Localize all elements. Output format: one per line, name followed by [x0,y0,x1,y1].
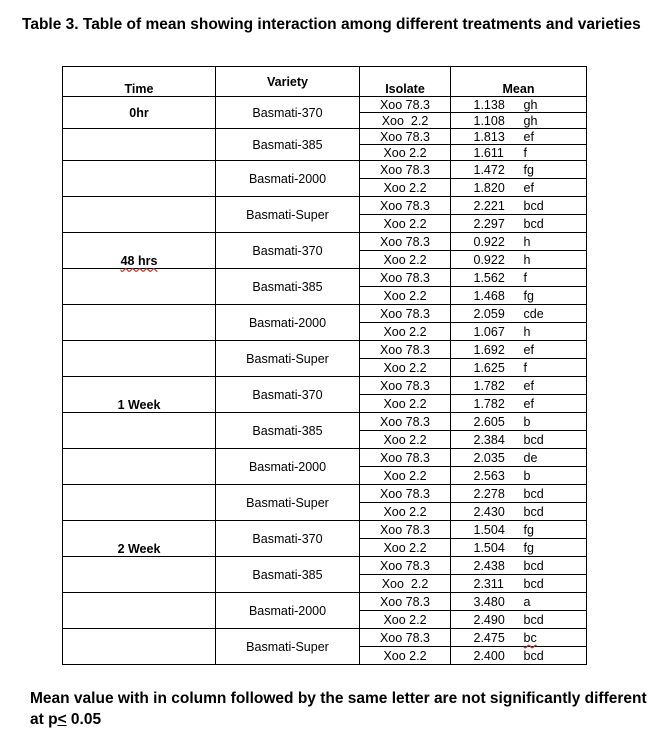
mean-value: 1.562 [473,270,505,285]
table-row [63,129,587,145]
mean-cell [451,449,587,467]
mean-value: 3.480 [473,594,505,609]
mean-cell [451,269,587,287]
mean-letter: bcd [523,576,544,591]
table-caption: Table 3. Table of mean showing interaction among different treatments and varieties [22,16,641,33]
time-cell [63,129,216,161]
isolate-cell: Xoo 78.3 [360,413,451,431]
time-cell [63,233,216,269]
mean-letter: ef [523,378,534,393]
time-cell [63,305,216,341]
mean-cell [451,575,587,593]
isolate-cell: Xoo 78.3 [360,197,451,215]
mean-cell [451,503,587,521]
time-label: 0hr [129,105,149,120]
variety-cell: Basmati-2000 [216,593,360,629]
variety-cell: Basmati-370 [216,521,360,557]
mean-letter: bc [523,630,537,645]
isolate-cell: Xoo 2.2 [360,215,451,233]
isolate-cell: Xoo 2.2 [360,287,451,305]
mean-value: 1.813 [473,129,505,144]
mean-letter: f [523,270,527,285]
mean-value: 1.504 [473,540,505,555]
mean-cell [451,629,587,647]
time-cell [63,521,216,557]
mean-letter: f [523,360,527,375]
mean-value: 2.221 [473,198,505,213]
mean-letter: ef [523,180,534,195]
mean-letter: fg [523,522,534,537]
mean-value: 1.472 [473,162,505,177]
variety-cell: Basmati-Super [216,629,360,665]
mean-value: 2.384 [473,432,505,447]
mean-value: 1.820 [473,180,505,195]
mean-cell [451,305,587,323]
isolate-cell: Xoo 78.3 [360,485,451,503]
mean-letter: ef [523,129,534,144]
variety-cell: Basmati-370 [216,377,360,413]
time-cell [63,161,216,197]
mean-cell [451,395,587,413]
mean-value: 0.922 [473,234,505,249]
mean-cell [451,467,587,485]
mean-cell [451,539,587,557]
mean-letter: f [523,145,527,160]
isolate-cell: Xoo 78.3 [360,233,451,251]
mean-cell [451,359,587,377]
time-cell [63,593,216,629]
time-cell [63,269,216,305]
mean-value: 2.605 [473,414,505,429]
mean-value: 2.475 [473,630,505,645]
isolate-cell: Xoo 78.3 [360,377,451,395]
table-footnote: Mean value with in column followed by the same letter are not significantly different at p< 0.05 [30,690,647,728]
mean-cell [451,145,587,161]
isolate-cell: Xoo 78.3 [360,161,451,179]
isolate-cell: Xoo 78.3 [360,557,451,575]
isolate-cell: Xoo 2.2 [360,539,451,557]
mean-letter: ef [523,342,534,357]
table-row [63,557,587,575]
isolate-cell: Xoo 78.3 [360,129,451,145]
mean-value: 1.782 [473,396,505,411]
table-row [63,413,587,431]
header-time: Time [63,67,216,97]
isolate-cell: Xoo 78.3 [360,97,451,113]
time-label: 1 Week [117,398,161,412]
mean-cell [451,287,587,305]
time-cell [63,341,216,377]
mean-value: 1.611 [473,145,504,160]
table-row [63,593,587,611]
mean-value: 0.922 [473,252,505,267]
table-row [63,485,587,503]
header-mean: Mean [451,67,587,97]
mean-value: 2.490 [473,612,505,627]
isolate-cell: Xoo 78.3 [360,269,451,287]
mean-value: 2.430 [473,504,505,519]
table-row [63,97,587,113]
isolate-cell: Xoo 2.2 [360,647,451,665]
isolate-cell: Xoo 2.2 [360,575,451,593]
isolate-cell: Xoo 2.2 [360,503,451,521]
mean-letter: bcd [523,612,544,627]
mean-letter: bcd [523,486,544,501]
isolate-cell: Xoo 78.3 [360,449,451,467]
mean-letter: b [523,414,531,429]
variety-cell: Basmati-385 [216,413,360,449]
mean-letter: gh [523,97,538,112]
time-cell [63,197,216,233]
table-row [63,233,587,251]
mean-letter: bcd [523,504,544,519]
isolate-cell: Xoo 2.2 [360,611,451,629]
mean-letter: bcd [523,432,544,447]
mean-letter: bcd [523,558,544,573]
mean-value: 2.059 [473,306,505,321]
mean-value: 2.311 [473,576,504,591]
mean-cell [451,233,587,251]
mean-letter: h [523,252,531,267]
mean-letter: cde [523,306,544,321]
mean-letter: fg [523,162,534,177]
isolate-cell: Xoo 78.3 [360,629,451,647]
header-row [63,67,587,97]
mean-value: 2.278 [473,486,505,501]
variety-cell: Basmati-2000 [216,449,360,485]
time-cell [63,557,216,593]
mean-value: 1.138 [473,97,505,112]
mean-cell [451,323,587,341]
mean-value: 2.563 [473,468,505,483]
mean-cell [451,485,587,503]
mean-cell [451,377,587,395]
time-cell [63,377,216,413]
mean-value: 1.782 [473,378,505,393]
table-row [63,269,587,287]
variety-cell: Basmati-Super [216,197,360,233]
isolate-cell: Xoo 2.2 [360,395,451,413]
mean-letter: h [523,234,531,249]
mean-letter: gh [523,113,538,128]
mean-cell [451,341,587,359]
variety-cell: Basmati-385 [216,269,360,305]
mean-cell [451,113,587,129]
mean-value: 2.297 [473,216,505,231]
mean-letter: bcd [523,648,544,663]
variety-cell: Basmati-2000 [216,161,360,197]
header-variety: Variety [216,67,360,97]
table-row [63,629,587,647]
table-row [63,377,587,395]
mean-value: 1.625 [473,360,505,375]
table-row [63,449,587,467]
mean-value: 1.067 [473,324,505,339]
isolate-cell: Xoo 2.2 [360,179,451,197]
mean-cell [451,97,587,113]
mean-cell [451,647,587,665]
time-cell [63,449,216,485]
mean-value: 1.468 [473,288,505,303]
variety-cell: Basmati-Super [216,485,360,521]
variety-cell: Basmati-370 [216,233,360,269]
isolate-cell: Xoo 2.2 [360,467,451,485]
mean-cell [451,611,587,629]
isolate-cell: Xoo 78.3 [360,305,451,323]
variety-cell: Basmati-385 [216,129,360,161]
variety-cell: Basmati-385 [216,557,360,593]
mean-value: 1.692 [473,342,505,357]
table-row [63,305,587,323]
table-row [63,197,587,215]
table-row [63,341,587,359]
mean-cell [451,431,587,449]
isolate-cell: Xoo 2.2 [360,431,451,449]
time-cell [63,97,216,129]
time-cell [63,629,216,665]
mean-cell [451,251,587,269]
mean-letter: ef [523,396,534,411]
mean-cell [451,129,587,145]
mean-cell [451,215,587,233]
table-row [63,521,587,539]
mean-value: 1.108 [473,113,505,128]
mean-letter: bcd [523,198,544,213]
header-isolate: Isolate [360,67,451,97]
variety-cell: Basmati-370 [216,97,360,129]
mean-letter: de [523,450,538,465]
isolate-cell: Xoo 78.3 [360,593,451,611]
mean-cell [451,521,587,539]
isolate-cell: Xoo 2.2 [360,359,451,377]
mean-cell [451,197,587,215]
mean-cell [451,179,587,197]
isolate-cell: Xoo 2.2 [360,145,451,161]
mean-letter: fg [523,540,534,555]
isolate-cell: Xoo 2.2 [360,251,451,269]
variety-cell: Basmati-2000 [216,305,360,341]
mean-letter: fg [523,288,534,303]
mean-letter: h [523,324,531,339]
mean-value: 2.438 [473,558,505,573]
mean-value: 2.400 [473,648,505,663]
means-table [62,66,587,665]
mean-cell [451,161,587,179]
isolate-cell: Xoo 78.3 [360,521,451,539]
variety-cell: Basmati-Super [216,341,360,377]
time-label: 2 Week [117,542,161,556]
mean-cell [451,413,587,431]
time-cell [63,485,216,521]
isolate-cell: Xoo 2.2 [360,323,451,341]
mean-letter: bcd [523,216,544,231]
mean-value: 1.504 [473,522,505,537]
isolate-cell: Xoo 2.2 [360,113,451,129]
mean-cell [451,593,587,611]
table-row [63,161,587,179]
mean-letter: b [523,468,531,483]
mean-value: 2.035 [473,450,505,465]
mean-letter: a [523,594,531,609]
time-label: 48 hrs [120,254,158,268]
isolate-cell: Xoo 78.3 [360,341,451,359]
time-cell [63,413,216,449]
mean-cell [451,557,587,575]
